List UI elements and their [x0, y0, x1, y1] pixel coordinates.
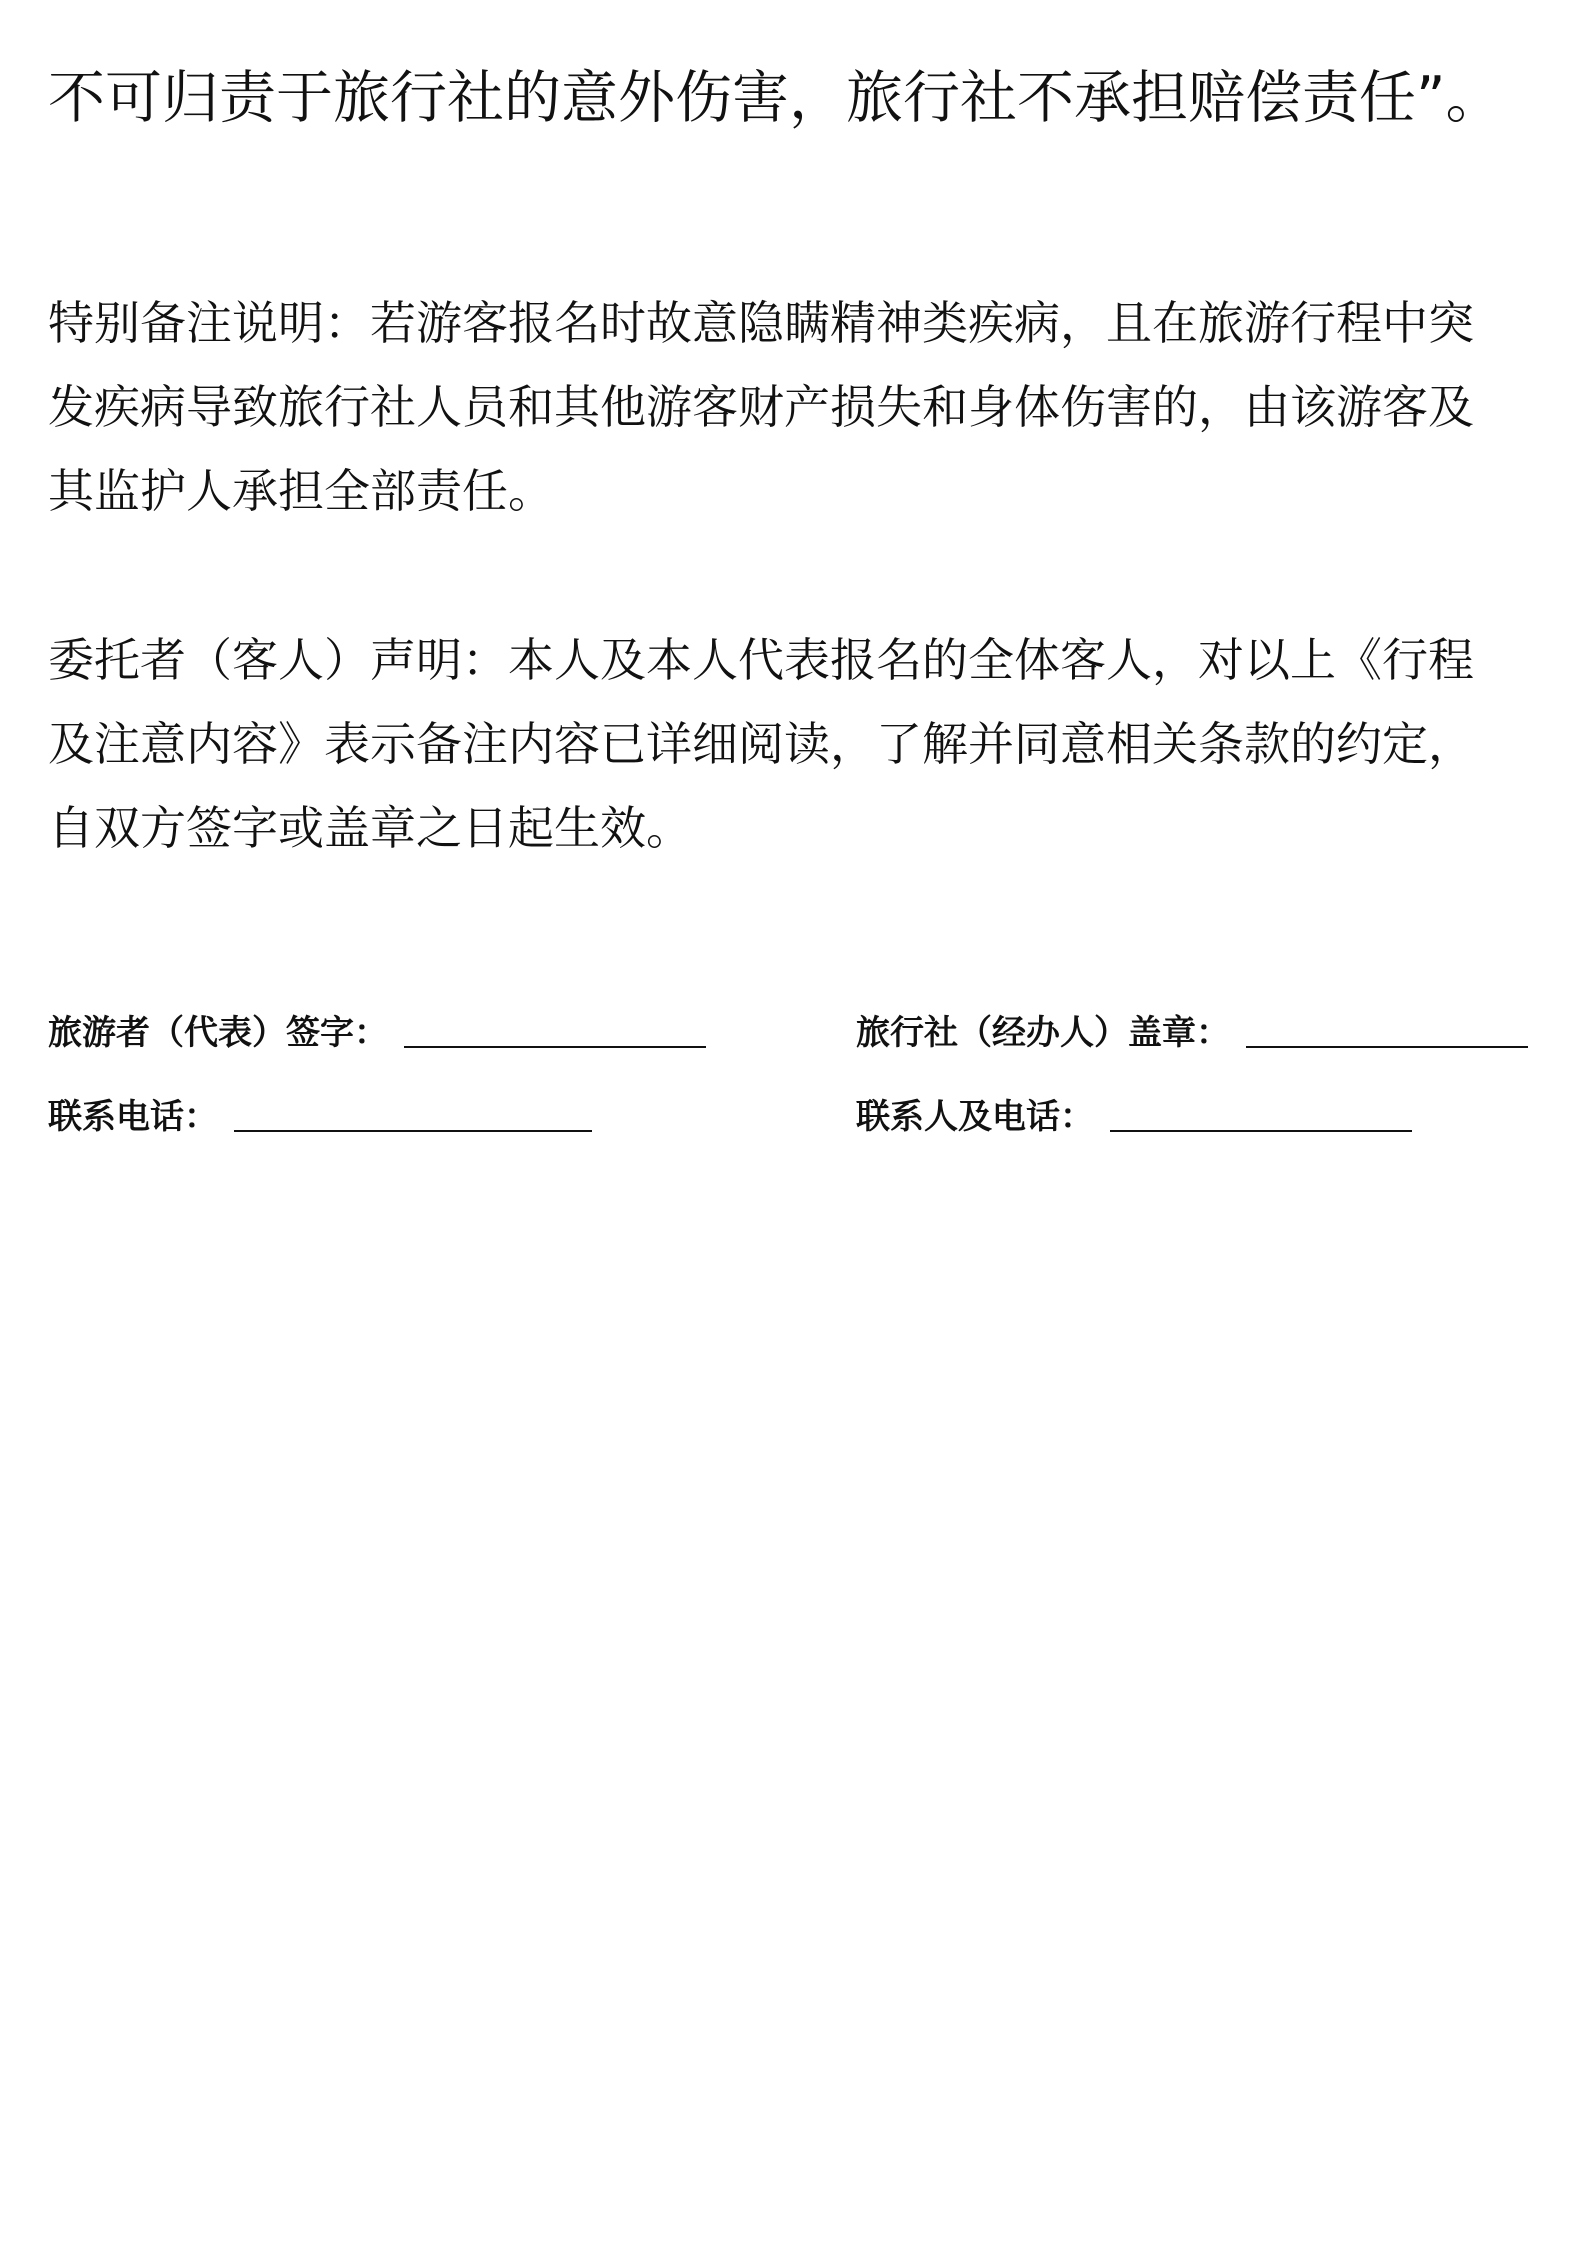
client-declaration-paragraph	[48, 618, 1553, 870]
special-note-paragraph	[48, 281, 1553, 533]
special-note-line: 其监护人承担全部责任。	[48, 464, 554, 518]
contact-phone-field	[856, 1094, 1412, 1140]
traveler-phone-field	[48, 1094, 592, 1140]
traveler-phone-blank[interactable]	[234, 1096, 592, 1132]
client-declaration-line: 及注意内容》表示备注内容已详细阅读，了解并同意相关条款的约定，	[48, 717, 1474, 771]
client-declaration-line: 自双方签字或盖章之日起生效。	[48, 801, 692, 855]
traveler-signature-field	[48, 1010, 706, 1056]
special-note-line: 发疾病导致旅行社人员和其他游客财产损失和身体伤害的，由该游客及	[48, 380, 1474, 434]
traveler-phone-label: 联系电话：	[48, 1097, 218, 1137]
contact-phone-blank[interactable]	[1110, 1096, 1412, 1132]
agency-seal-label: 旅行社（经办人）盖章：	[856, 1013, 1230, 1053]
liability-clause-ending: 不可归责于旅行社的意外伤害，旅行社不承担赔偿责任”。	[48, 65, 1503, 131]
special-note-line: 特别备注说明：若游客报名时故意隐瞒精神类疾病，且在旅游行程中突	[48, 296, 1474, 350]
agency-seal-blank[interactable]	[1246, 1012, 1528, 1048]
traveler-signature-label: 旅游者（代表）签字：	[48, 1013, 388, 1053]
traveler-signature-blank[interactable]	[404, 1012, 706, 1048]
contact-phone-label: 联系人及电话：	[856, 1097, 1094, 1137]
agency-seal-field	[856, 1010, 1528, 1056]
client-declaration-line: 委托者（客人）声明：本人及本人代表报名的全体客人，对以上《行程	[48, 633, 1474, 687]
